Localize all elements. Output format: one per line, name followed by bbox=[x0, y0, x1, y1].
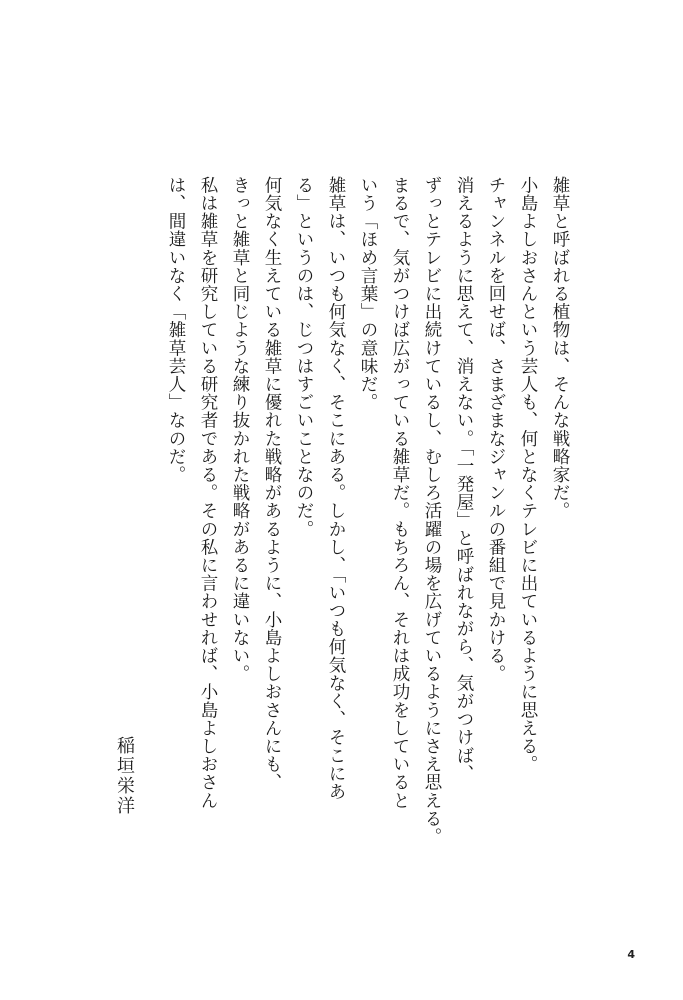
text-line-10: 何気なく生えている雑草に優れた戦略があるように、小島よしおさんにも、 bbox=[262, 176, 282, 792]
author-name: 稲垣栄洋 bbox=[114, 736, 135, 816]
page-number: 4 bbox=[627, 948, 635, 961]
text-line-3: チャンネルを回せば、さまざまなジャンルの番組で見かける。 bbox=[486, 176, 506, 683]
text-line-9: る」というのは、じつはすごいことなのだ。 bbox=[294, 176, 314, 538]
text-line-4: 消えるように思えて、消えない。「一発屋」と呼ばれながら、気がつけば、 bbox=[454, 176, 474, 783]
body-text bbox=[160, 176, 576, 856]
text-line-6: まるで、気がつけば広がっている雑草だ。もちろん、それは成功をしていると bbox=[390, 176, 410, 810]
text-line-13: は、間違いなく「雑草芸人」なのだ。 bbox=[166, 176, 186, 484]
text-line-5: ずっとテレビに出続けているし、むしろ活躍の場を広げているようにさえ思える。 bbox=[422, 176, 442, 846]
text-line-11: きっと雑草と同じような練り抜かれた戦略があるに違いない。 bbox=[230, 176, 250, 683]
text-line-7: いう「ほめ言葉」の意味だ。 bbox=[358, 176, 378, 412]
text-line-1: 雑草と呼ばれる植物は、そんな戦略家だ。 bbox=[550, 176, 570, 520]
text-line-2: 小島よしおさんという芸人も、何となくテレビに出ているように思える。 bbox=[518, 176, 538, 774]
text-line-12: 私は雑草を研究している研究者である。その私に言わせれば、小島よしおさん bbox=[198, 176, 218, 810]
text-line-8: 雑草は、いつも何気なく、そこにある。しかし、「いつも何気なく、そこにあ bbox=[326, 176, 346, 801]
